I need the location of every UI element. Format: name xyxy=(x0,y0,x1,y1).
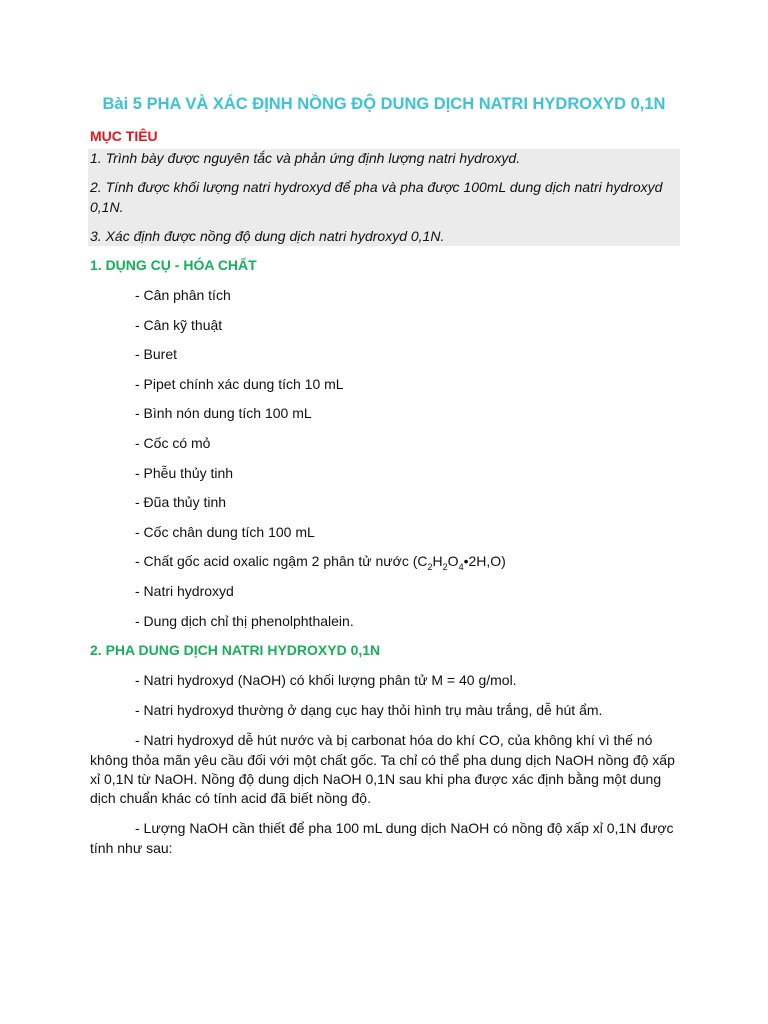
formula-subscript: 4 xyxy=(458,562,464,573)
list-item: - Đũa thủy tinh xyxy=(135,494,227,511)
formula-subscript: 2 xyxy=(427,562,433,573)
objective-item: 2. Tính được khối lượng natri hydroxyd để pha và pha được 100mL dung dịch natri hydroxyd 0,1N. xyxy=(90,179,663,215)
list-item: - Bình nón dung tích 100 mL xyxy=(135,405,312,422)
list-item: - Phễu thủy tinh xyxy=(135,464,234,481)
list-item-oxalic-acid xyxy=(135,552,678,571)
list-item: - Cân phân tích xyxy=(135,287,231,303)
objectives-heading: MỤC TIÊU xyxy=(90,128,158,144)
document-page xyxy=(90,92,678,869)
list-item: - Buret xyxy=(135,346,178,363)
paragraph: - Lượng NaOH cần thiết để pha 100 mL dung dịch NaOH có nồng độ xấp xỉ 0,1N được tính như sau: xyxy=(90,820,674,856)
list-item: - Cốc chân dung tích 100 mL xyxy=(135,523,315,540)
formula-element: H xyxy=(432,553,443,570)
oxalic-prefix: - Chất gốc acid oxalic ngậm 2 phân tử nước (C xyxy=(135,553,428,570)
formula-element: O xyxy=(447,553,459,570)
list-item: - Natri hydroxyd xyxy=(135,582,234,599)
formula-subscript: 2 xyxy=(442,562,448,573)
list-item: - Dung dịch chỉ thị phenolphthalein. xyxy=(135,612,354,629)
objective-item: 3. Xác định được nồng độ dung dịch natri hydroxyd 0,1N. xyxy=(90,227,445,244)
paragraph: - Natri hydroxyd dễ hút nước và bị carbonat hóa do khí CO, của không khí vì thế nó không thỏa mãn yêu cầu đối với một chất gốc. Ta chỉ có thể pha dung dịch NaOH nồng độ xấp xỉ 0,1N từ NaOH. Nồng độ dung dịch NaOH 0,1N sau khi pha được xác định bằng một dung dịch chuẩn khác có tính acid đã biết nồng độ. xyxy=(90,732,675,807)
oxalic-suffix: •2H,O) xyxy=(463,553,506,570)
paragraph: - Natri hydroxyd thường ở dạng cục hay thỏi hình trụ màu trắng, dễ hút ẩm. xyxy=(135,702,603,719)
page-title: Bài 5 PHA VÀ XÁC ĐỊNH NỒNG ĐỘ DUNG DỊCH NATRI HYDROXYD 0,1N xyxy=(102,95,666,113)
objective-item: 1. Trình bày được nguyên tắc và phản ứng định lượng natri hydroxyd. xyxy=(90,150,521,166)
section-heading-equipment: 1. DỤNG CỤ - HÓA CHẤT xyxy=(90,257,257,273)
objectives-box xyxy=(88,149,680,246)
list-item: - Cốc có mỏ xyxy=(135,434,211,451)
list-item: - Cân kỹ thuật xyxy=(135,316,223,333)
section-heading-preparation: 2. PHA DUNG DỊCH NATRI HYDROXYD 0,1N xyxy=(90,642,381,659)
list-item: - Pipet chính xác dung tích 10 mL xyxy=(135,375,344,392)
paragraph: - Natri hydroxyd (NaOH) có khối lượng phân tử M = 40 g/mol. xyxy=(135,672,517,689)
